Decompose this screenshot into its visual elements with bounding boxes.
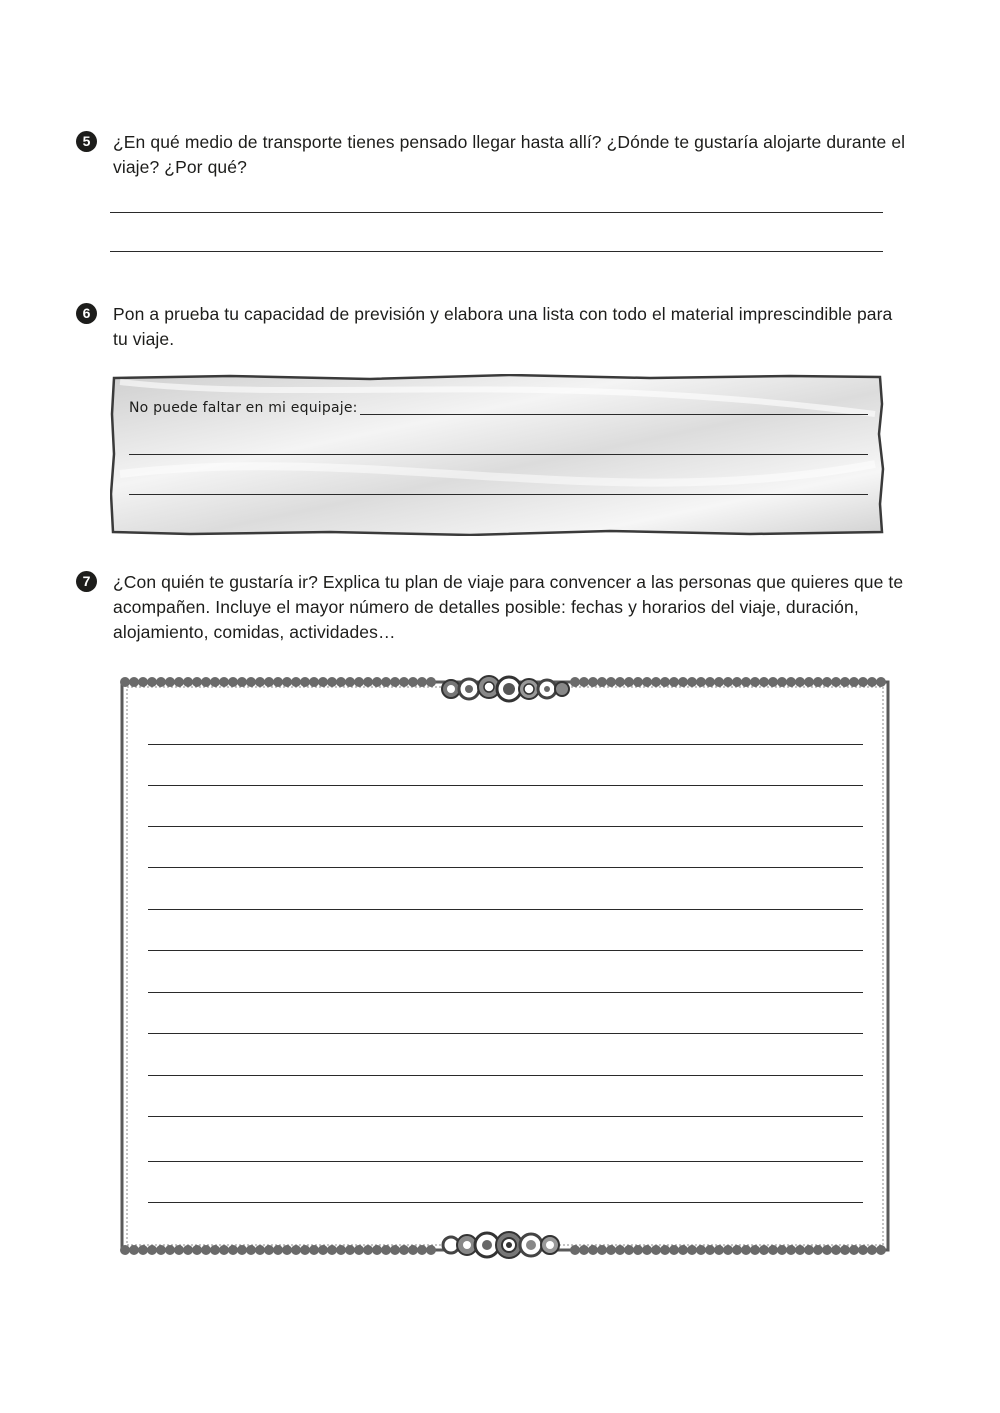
question-number-badge: 5	[76, 131, 97, 152]
answer-line[interactable]	[148, 950, 863, 951]
question-6	[76, 302, 906, 352]
answer-line[interactable]	[148, 785, 863, 786]
scallop-bump	[390, 1245, 400, 1255]
scallop-bump	[696, 677, 706, 687]
answer-line[interactable]	[129, 454, 868, 455]
scallop-bump	[867, 1245, 877, 1255]
scallop-bump	[363, 677, 373, 687]
scallop-bump	[714, 677, 724, 687]
question-text: ¿En qué medio de transporte tienes pensado llegar hasta allí? ¿Dónde te gustaría alojarte durante el viaje? ¿Por qué?	[113, 132, 906, 177]
scallop-bump	[129, 1245, 139, 1255]
scallop-bump	[273, 1245, 283, 1255]
scallop-bump	[849, 677, 859, 687]
scallop-bump	[678, 677, 688, 687]
scallop-bump	[579, 1245, 589, 1255]
scallop-bump	[318, 677, 328, 687]
scallop-bump	[300, 677, 310, 687]
scallop-bump	[876, 677, 886, 687]
scallop-bump	[660, 677, 670, 687]
scallop-bump	[876, 1245, 886, 1255]
scallop-bump	[354, 677, 364, 687]
scallop-bump	[381, 1245, 391, 1255]
scallop-bump	[282, 1245, 292, 1255]
scallop-bump	[336, 677, 346, 687]
scallop-bump	[570, 1245, 580, 1255]
question-5	[76, 130, 906, 180]
answer-line[interactable]	[148, 744, 863, 745]
scallop-bump	[831, 1245, 841, 1255]
answer-line[interactable]	[148, 1161, 863, 1162]
scallop-bump	[597, 1245, 607, 1255]
scallop-bump	[579, 677, 589, 687]
scallop-bump	[660, 1245, 670, 1255]
scallop-bump	[867, 677, 877, 687]
answer-line[interactable]	[129, 494, 868, 495]
scallop-bump	[147, 677, 157, 687]
scallop-bump	[615, 677, 625, 687]
scallop-bump	[615, 1245, 625, 1255]
scallop-bump	[282, 677, 292, 687]
luggage-label: No puede faltar en mi equipaje:	[129, 400, 358, 416]
answer-line[interactable]	[148, 992, 863, 993]
scallop-bump	[714, 1245, 724, 1255]
scallop-bump	[300, 1245, 310, 1255]
scallop-bump	[291, 1245, 301, 1255]
scallop-bump	[588, 1245, 598, 1255]
scallop-bump	[606, 677, 616, 687]
scallop-bump	[237, 1245, 247, 1255]
scallop-bump	[813, 677, 823, 687]
scallop-bump	[219, 1245, 229, 1255]
scallop-bump	[795, 1245, 805, 1255]
scallop-bump	[570, 677, 580, 687]
scallop-bump	[669, 677, 679, 687]
scallop-bump	[246, 677, 256, 687]
luggage-list-box	[110, 374, 886, 536]
scallop-bump	[264, 677, 274, 687]
scallop-bump	[210, 1245, 220, 1255]
scallop-bump	[741, 677, 751, 687]
scallop-bump	[219, 677, 229, 687]
scallop-bump	[822, 677, 832, 687]
scallop-bump	[651, 677, 661, 687]
scallop-bump	[858, 1245, 868, 1255]
scallop-bump	[210, 677, 220, 687]
scallop-bump	[813, 1245, 823, 1255]
scallop-bump	[264, 1245, 274, 1255]
question-7	[76, 570, 906, 645]
scallop-bump	[399, 1245, 409, 1255]
scallop-bump	[840, 677, 850, 687]
answer-line[interactable]	[148, 1075, 863, 1076]
scallop-bump	[399, 677, 409, 687]
scallop-bump	[138, 1245, 148, 1255]
scallop-bump	[318, 1245, 328, 1255]
scallop-bump	[768, 1245, 778, 1255]
scallop-bump	[354, 1245, 364, 1255]
scallop-bump	[687, 1245, 697, 1255]
scallop-bump	[732, 1245, 742, 1255]
scallop-bump	[642, 1245, 652, 1255]
scallop-bump	[777, 677, 787, 687]
scallop-bump	[237, 677, 247, 687]
scallop-bump	[678, 1245, 688, 1255]
scallop-bump	[273, 677, 283, 687]
answer-line[interactable]	[148, 826, 863, 827]
scallop-bump	[750, 1245, 760, 1255]
scallop-bump	[390, 677, 400, 687]
scallop-bump	[363, 1245, 373, 1255]
scallop-bump	[327, 677, 337, 687]
scallop-bump	[228, 677, 238, 687]
scallop-bump	[156, 1245, 166, 1255]
scallop-bump	[840, 1245, 850, 1255]
answer-line[interactable]	[148, 1116, 863, 1117]
scallop-bump	[345, 1245, 355, 1255]
scallop-bump	[129, 677, 139, 687]
scallop-bump	[417, 1245, 427, 1255]
scallop-bump	[723, 1245, 733, 1255]
scallop-bump	[192, 677, 202, 687]
scallop-bump	[723, 677, 733, 687]
scallop-bump	[255, 1245, 265, 1255]
scallop-bump	[768, 677, 778, 687]
scallop-bump	[426, 1245, 436, 1255]
question-number-badge: 6	[76, 303, 97, 324]
answer-line[interactable]	[110, 212, 883, 213]
scallop-bump	[804, 677, 814, 687]
scallop-bump	[372, 677, 382, 687]
scallop-bump	[246, 1245, 256, 1255]
scallop-bump	[741, 1245, 751, 1255]
scallop-bump	[804, 1245, 814, 1255]
scallop-bump	[606, 1245, 616, 1255]
scallop-bump	[687, 677, 697, 687]
scallop-bump	[156, 677, 166, 687]
answer-line[interactable]	[148, 1202, 863, 1203]
answer-line[interactable]	[360, 414, 868, 415]
scallop-bump	[822, 1245, 832, 1255]
scallop-bump	[255, 677, 265, 687]
scallop-bump	[624, 677, 634, 687]
scallop-bump	[336, 1245, 346, 1255]
scallop-bump	[786, 677, 796, 687]
torn-paper-frame	[110, 374, 886, 536]
scallop-bump	[192, 1245, 202, 1255]
scallop-bump	[201, 677, 211, 687]
scallop-bump	[417, 677, 427, 687]
scallop-bump	[291, 677, 301, 687]
answer-line[interactable]	[148, 1033, 863, 1034]
scallop-bump	[408, 1245, 418, 1255]
scallop-bump	[165, 677, 175, 687]
scallop-bump	[795, 677, 805, 687]
scallop-bump	[174, 1245, 184, 1255]
decorative-frame	[117, 672, 893, 1262]
scallop-bump	[165, 1245, 175, 1255]
scallop-bump	[408, 677, 418, 687]
scallop-bump	[705, 1245, 715, 1255]
scallop-bump	[597, 677, 607, 687]
question-text: ¿Con quién te gustaría ir? Explica tu plan de viaje para convencer a las personas que quieres que te acompañen. Incluye el mayor número de detalles posible: fechas y horarios del viaje, duración, alojamiento, comidas, actividades…	[113, 572, 904, 642]
answer-line[interactable]	[148, 867, 863, 868]
scallop-bump	[777, 1245, 787, 1255]
scallop-bump	[705, 677, 715, 687]
scallop-bump	[174, 677, 184, 687]
travel-plan-box	[117, 672, 893, 1262]
scallop-bump	[633, 677, 643, 687]
answer-line[interactable]	[110, 251, 883, 252]
scallop-bump	[624, 1245, 634, 1255]
scallop-bump	[831, 677, 841, 687]
scallop-bump	[345, 677, 355, 687]
question-number-badge: 7	[76, 571, 97, 592]
scallop-bump	[120, 677, 130, 687]
scallop-bump	[849, 1245, 859, 1255]
scallop-bump	[786, 1245, 796, 1255]
scallop-bump	[669, 1245, 679, 1255]
scallop-bump	[642, 677, 652, 687]
answer-line[interactable]	[148, 909, 863, 910]
scallop-bump	[381, 677, 391, 687]
scallop-bump	[201, 1245, 211, 1255]
scallop-bump	[858, 677, 868, 687]
scallop-bump	[588, 677, 598, 687]
scallop-bump	[327, 1245, 337, 1255]
scallop-bump	[633, 1245, 643, 1255]
scallop-bump	[732, 677, 742, 687]
circle-ornament-top	[442, 676, 569, 701]
scallop-bump	[651, 1245, 661, 1255]
scallop-bump	[309, 677, 319, 687]
scallop-bump	[426, 677, 436, 687]
scallop-bump	[750, 677, 760, 687]
question-text: Pon a prueba tu capacidad de previsión y elabora una lista con todo el material imprescindible para tu viaje.	[113, 304, 893, 349]
scallop-bump	[138, 677, 148, 687]
scallop-bump	[183, 677, 193, 687]
scallop-bump	[759, 677, 769, 687]
scallop-bump	[309, 1245, 319, 1255]
scallop-bump	[183, 1245, 193, 1255]
scallop-bump	[147, 1245, 157, 1255]
scallop-bump	[120, 1245, 130, 1255]
scallop-bump	[696, 1245, 706, 1255]
scallop-bump	[759, 1245, 769, 1255]
scallop-bump	[228, 1245, 238, 1255]
scallop-bump	[372, 1245, 382, 1255]
